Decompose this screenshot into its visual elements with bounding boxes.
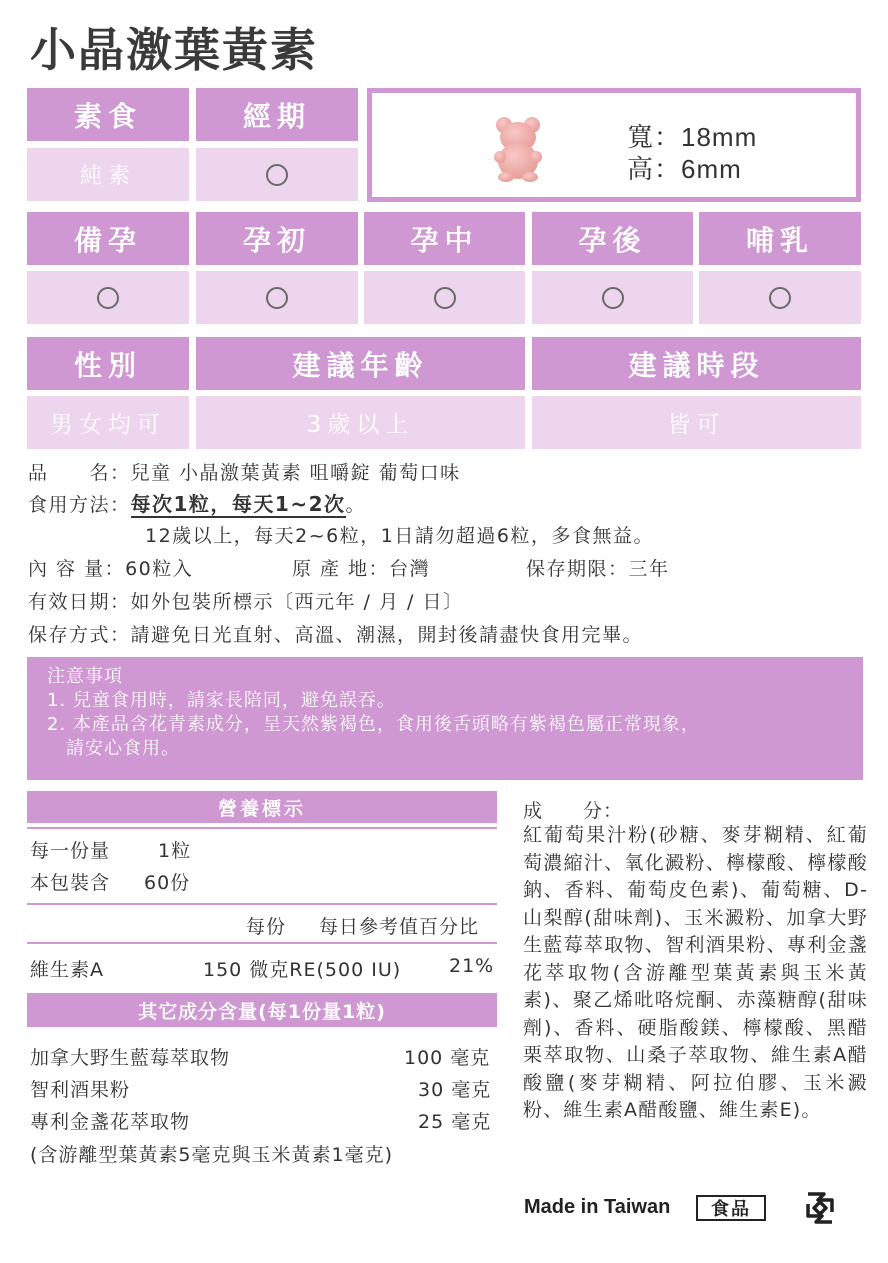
- check-circle-icon: [769, 287, 791, 309]
- nutrition-title: 營養標示: [27, 791, 497, 823]
- diet-header-vegetarian: 素食: [27, 88, 189, 141]
- other-ingredients-title: 其它成分含量(每1份量1粒): [27, 993, 497, 1027]
- suit-value-gender: 男女均可: [27, 396, 189, 449]
- col-daily-value: 每日參考值百分比: [319, 916, 480, 938]
- check-circle-icon: [97, 287, 119, 309]
- stage-header-mid: 孕中: [364, 212, 525, 265]
- info-product-name: 品 名：兒童 小晶激葉黃素 咀嚼錠 葡萄口味: [28, 462, 461, 484]
- other-item-name: 加拿大野生藍莓萃取物: [30, 1047, 231, 1069]
- other-items-note: (含游離型葉黃素5毫克與玉米黃素1毫克): [30, 1144, 394, 1166]
- package-value: 60份: [144, 872, 191, 894]
- info-storage: 保存方式：請避免日光直射、高溫、潮濕，開封後請盡快食用完畢。: [28, 624, 644, 646]
- made-in-label: Made in Taiwan: [524, 1196, 671, 1218]
- col-per-serving: 每份: [246, 916, 287, 938]
- ingredients-title: 成 分：: [523, 800, 624, 822]
- other-item-value: 100 毫克: [404, 1047, 491, 1069]
- info-usage-label: 食用方法：: [28, 494, 131, 516]
- recycle-icon: [800, 1188, 840, 1228]
- stage-header-nursing: 哺乳: [699, 212, 861, 265]
- stage-header-prep: 備孕: [27, 212, 189, 265]
- diet-value-period: [196, 148, 358, 201]
- package-label: 本包裝含: [30, 872, 111, 894]
- stage-value-mid: [364, 271, 525, 324]
- suit-header-gender: 性別: [27, 337, 189, 390]
- check-circle-icon: [434, 287, 456, 309]
- info-usage-note: 12歲以上，每天2~6粒，1日請勿超過6粒，多食無益。: [145, 525, 654, 547]
- notice-item: 2. 本產品含花青素成分，呈天然紫褐色，食用後舌頭略有紫褐色屬正常現象，: [47, 714, 700, 735]
- info-expiry: 有效日期：如外包裝所標示〔西元年 / 月 / 日〕: [28, 591, 464, 613]
- ingredients-text: 紅葡萄果汁粉(砂糖、麥芽糊精、紅葡萄濃縮汁、氧化澱粉、檸檬酸、檸檬酸鈉、香料、葡萄皮色素)、葡萄糖、D-山梨醇(甜味劑)、玉米澱粉、加拿大野生藍莓萃取物、智利酒果粉、專利金盞花萃取物(含游離型葉黃素與玉米黃素)、聚乙烯吡咯烷酮、赤藻糖醇(甜味劑)、香料、硬脂酸鎂、檸檬酸、黑醋栗萃取物、山桑子萃取物、維生素A醋酸鹽(麥芽糊精、阿拉伯膠、玉米澱粉、維生素A醋酸鹽、維生素E)。: [523, 824, 868, 1121]
- info-usage-dose: 每次1粒，每天1~2次: [130, 492, 346, 516]
- stage-header-early: 孕初: [196, 212, 358, 265]
- info-usage: [28, 488, 366, 517]
- diet-header-period: 經期: [196, 88, 358, 141]
- product-height: 高：6mm: [627, 154, 742, 184]
- notice-box: [27, 657, 863, 780]
- info-origin: 原 產 地：台灣: [292, 558, 431, 580]
- page-title: 小晶激葉黃素: [30, 23, 318, 77]
- serving-label: 每一份量: [30, 840, 111, 862]
- info-shelf-life: 保存期限：三年: [526, 558, 670, 580]
- stage-value-late: [532, 271, 693, 324]
- diet-value-vegetarian: 純素: [27, 148, 189, 201]
- other-item-name: 專利金盞花萃取物: [30, 1111, 191, 1133]
- check-circle-icon: [266, 287, 288, 309]
- other-item-value: 25 毫克: [418, 1111, 492, 1133]
- stage-value-early: [196, 271, 358, 324]
- divider: [27, 942, 497, 944]
- notice-item: 1. 兒童食用時，請家長陪同，避免誤吞。: [47, 690, 396, 711]
- vitamin-a-percent: 21%: [449, 955, 495, 977]
- product-width: 寬：18mm: [627, 122, 758, 152]
- divider: [27, 903, 497, 905]
- vitamin-a-name: 維生素A: [30, 959, 104, 981]
- check-circle-icon: [602, 287, 624, 309]
- notice-item: 請安心食用。: [47, 738, 180, 759]
- product-size-box: [367, 88, 861, 202]
- other-item-value: 30 毫克: [418, 1079, 492, 1101]
- check-circle-icon: [266, 164, 288, 186]
- notice-title: 注意事項: [47, 666, 123, 687]
- stage-value-nursing: [699, 271, 861, 324]
- suit-value-age: 3歲以上: [196, 396, 525, 449]
- suit-value-time: 皆可: [532, 396, 861, 449]
- vitamin-a-value: 150 微克RE(500 IU): [203, 959, 402, 981]
- info-usage-end: 。: [345, 494, 367, 516]
- info-content: 內 容 量：60粒入: [28, 558, 194, 580]
- suit-header-age: 建議年齡: [196, 337, 525, 390]
- suit-header-time: 建議時段: [532, 337, 861, 390]
- stage-header-late: 孕後: [532, 212, 693, 265]
- stage-value-prep: [27, 271, 189, 324]
- other-item-name: 智利酒果粉: [30, 1079, 131, 1101]
- food-label-box: 食品: [696, 1195, 766, 1221]
- serving-value: 1粒: [158, 840, 192, 862]
- gummy-bear-icon: [490, 113, 550, 183]
- divider: [27, 827, 497, 829]
